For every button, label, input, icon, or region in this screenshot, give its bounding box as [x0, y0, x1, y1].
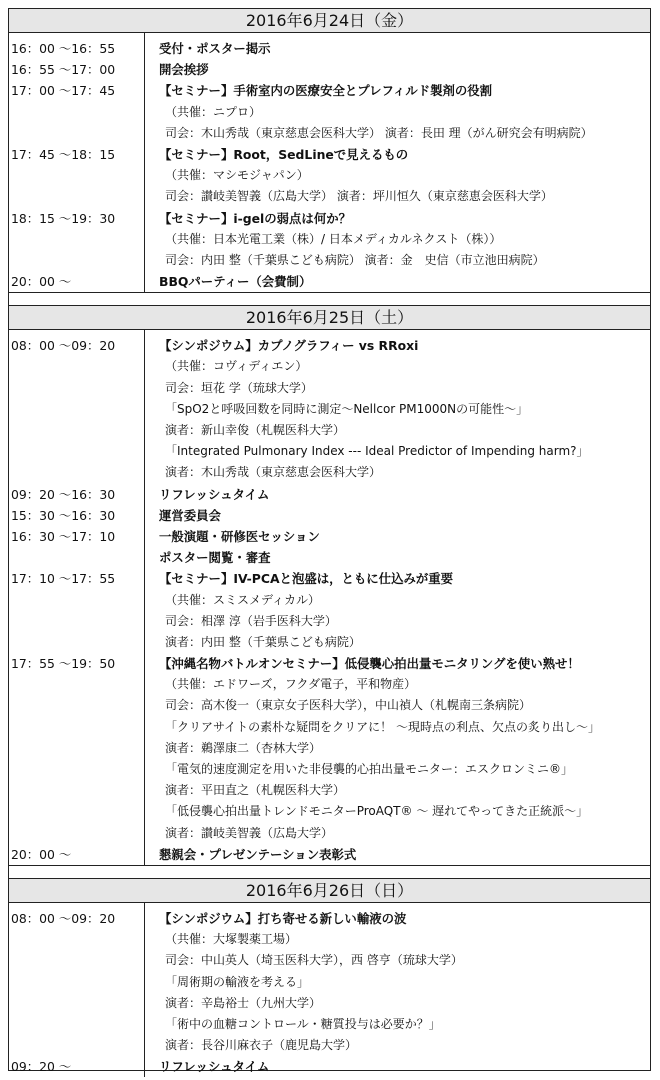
schedule-table — [8, 8, 651, 1075]
time-cell — [9, 165, 144, 186]
session-title: 【シンポジウム】カプノグラフィー vs RRoxi — [159, 338, 419, 354]
time-column — [9, 33, 145, 292]
time-cell — [9, 250, 144, 271]
time-cell: 17：00 〜17：45 — [11, 83, 116, 99]
session-detail: 司会：中山英人（埼玉医科大学），西 啓亨（琉球大学） — [165, 953, 463, 968]
time-cell — [9, 1035, 144, 1056]
time-cell — [9, 632, 144, 653]
time-cell — [9, 399, 144, 420]
session-title: リフレッシュタイム — [159, 1059, 270, 1075]
session-title: 一般演題・研修医セッション — [159, 528, 320, 544]
time-cell — [9, 356, 144, 377]
time-cell — [9, 674, 144, 695]
session-detail: （共催：エドワーズ，フクダ電子，平和物産） — [165, 677, 417, 692]
time-cell: 17：45 〜18：15 — [11, 146, 116, 162]
time-cell — [9, 717, 144, 738]
session-detail: 司会：垣花 学（琉球大学） — [165, 380, 313, 395]
time-cell — [9, 123, 144, 144]
session-detail: （共催：コヴィディエン） — [165, 359, 308, 374]
time-cell — [9, 462, 144, 483]
time-column — [9, 903, 145, 1078]
time-cell — [9, 759, 144, 780]
session-title: 運営委員会 — [159, 507, 221, 523]
session-detail: （共催：ニプロ） — [165, 104, 262, 119]
session-detail: 演者：木山秀哉（東京慈恵会医科大学） — [165, 465, 382, 480]
session-detail: （共催：マシモジャパン） — [165, 168, 309, 183]
time-cell — [9, 780, 144, 801]
time-cell: 17：55 〜19：50 — [11, 656, 116, 672]
time-cell: 17：10 〜17：55 — [11, 571, 116, 587]
session-detail: （共催：スミスメディカル） — [165, 592, 321, 607]
session-detail: 演者：平田直之（札幌医科大学） — [165, 783, 346, 798]
session-title: 【セミナー】i-gelの弱点は何か？ — [159, 210, 351, 226]
time-cell — [9, 993, 144, 1014]
time-cell: 09：20 〜16：30 — [11, 486, 116, 502]
time-cell — [9, 695, 144, 716]
session-title: 【セミナー】Root，SedLineで見えるもの — [159, 146, 409, 162]
time-cell — [9, 590, 144, 611]
time-cell: 16：55 〜17：00 — [11, 62, 116, 78]
session-detail: 司会：木山秀哉（東京慈恵会医科大学） 演者：長田 理（がん研究会有明病院） — [165, 125, 593, 140]
program-column — [145, 330, 650, 865]
session-detail: 演者：讃岐美智義（広島大学） — [165, 825, 334, 840]
session-detail: 司会：内田 整（千葉県こども病院） 演者：金 史信（市立池田病院） — [165, 252, 545, 267]
session-detail: 「電気的速度測定を用いた非侵襲的心拍出量モニター：エスクロンミニ®」 — [165, 762, 574, 776]
time-cell: 08：00 〜09：20 — [11, 910, 116, 926]
session-title: 【セミナー】手術室内の医療安全とプレフィルド製剤の役割 — [159, 83, 493, 99]
time-cell — [9, 441, 144, 462]
session-detail: 演者：鵜澤康二（杏林大学） — [165, 740, 322, 755]
time-cell — [9, 186, 144, 207]
session-title: 【シンポジウム】打ち寄せる新しい輸液の波 — [159, 910, 407, 926]
time-cell — [9, 801, 144, 822]
session-title: 受付・ポスター掲示 — [159, 41, 271, 56]
day-body — [9, 33, 650, 292]
session-detail: 司会：相澤 淳（岩手医科大学） — [165, 613, 337, 628]
day-body — [9, 330, 650, 865]
session-detail: 演者：辛島裕士（九州大学） — [165, 995, 322, 1010]
session-detail: 「周術期の輸液を考える」 — [165, 974, 310, 989]
session-title: 【沖縄名物バトルオンセミナー】低侵襲心拍出量モニタリングを使い熟せ！ — [159, 656, 580, 672]
session-title: 【セミナー】IV-PCAと泡盛は，ともに仕込みが重要 — [159, 571, 454, 587]
program-column — [145, 903, 650, 1078]
time-cell — [9, 1014, 144, 1035]
time-cell — [9, 738, 144, 759]
session-detail: （共催：日本光電工業（株）/ 日本メディカルネクスト（株）） — [165, 231, 502, 246]
session-detail: 「SpO2と呼吸回数を同時に測定〜Nellcor PM1000Nの可能性〜」 — [165, 401, 529, 416]
session-detail: 演者：新山幸俊（札幌医科大学） — [165, 423, 346, 437]
time-cell — [9, 102, 144, 123]
session-detail: 演者：内田 整（千葉県こども病院） — [165, 634, 361, 649]
day-body — [9, 903, 650, 1078]
time-cell: 16：00 〜16：55 — [11, 41, 116, 56]
session-detail: （共催：大塚製薬工場） — [165, 932, 298, 947]
session-title: リフレッシュタイム — [159, 486, 270, 502]
day-header: 2016年6月25日（土） — [9, 306, 650, 330]
time-cell: 20：00 〜 — [11, 274, 72, 290]
time-cell: 16：30 〜17：10 — [11, 528, 116, 544]
time-cell: 15：30 〜16：30 — [11, 507, 116, 523]
time-cell — [9, 229, 144, 250]
session-detail: 「術中の血糖コントロール・糖質投与は必要か？」 — [165, 1016, 441, 1031]
day-header: 2016年6月24日（金） — [9, 9, 650, 33]
session-detail: 「Integrated Pulmonary Index --- Ideal Predictor of Impending harm?」 — [165, 444, 589, 459]
time-column — [9, 330, 145, 865]
time-cell — [9, 929, 144, 950]
session-detail: 演者：長谷川麻衣子（鹿児島大学） — [165, 1038, 358, 1053]
session-detail: 「低侵襲心拍出量トレンドモニターProAQT® 〜 遅れてやってきた正統派〜」 — [165, 804, 589, 819]
session-detail: 「クリアサイトの素朴な疑問をクリアに！ 〜現時点の利点、欠点の炙り出し〜」 — [165, 719, 600, 734]
day-separator — [9, 292, 650, 306]
time-cell — [9, 972, 144, 993]
session-title: BBQパーティー（会費制） — [159, 274, 312, 290]
session-title: 開会挨拶 — [159, 62, 209, 78]
day-header: 2016年6月26日（日） — [9, 879, 650, 903]
time-cell — [9, 547, 144, 568]
time-cell: 08：00 〜09：20 — [11, 338, 116, 354]
time-cell: 18：15 〜19：30 — [11, 210, 116, 226]
session-title: 懇親会・プレゼンテーション表彰式 — [159, 846, 357, 862]
time-cell — [9, 611, 144, 632]
time-cell: 20：00 〜 — [11, 846, 72, 862]
time-cell — [9, 950, 144, 971]
time-cell — [9, 378, 144, 399]
session-detail: 司会：高木俊一（東京女子医科大学），中山禎人（札幌南三条病院） — [165, 698, 532, 713]
time-cell — [9, 420, 144, 441]
day-separator — [9, 865, 650, 879]
time-cell — [9, 823, 144, 844]
time-cell: 09：20 〜 — [11, 1059, 72, 1075]
session-title: ポスター閲覧・審査 — [159, 550, 271, 566]
session-detail: 司会：讃岐美智義（広島大学） 演者：坪川恒久（東京慈恵会医科大学） — [165, 189, 553, 204]
program-column — [145, 33, 650, 292]
